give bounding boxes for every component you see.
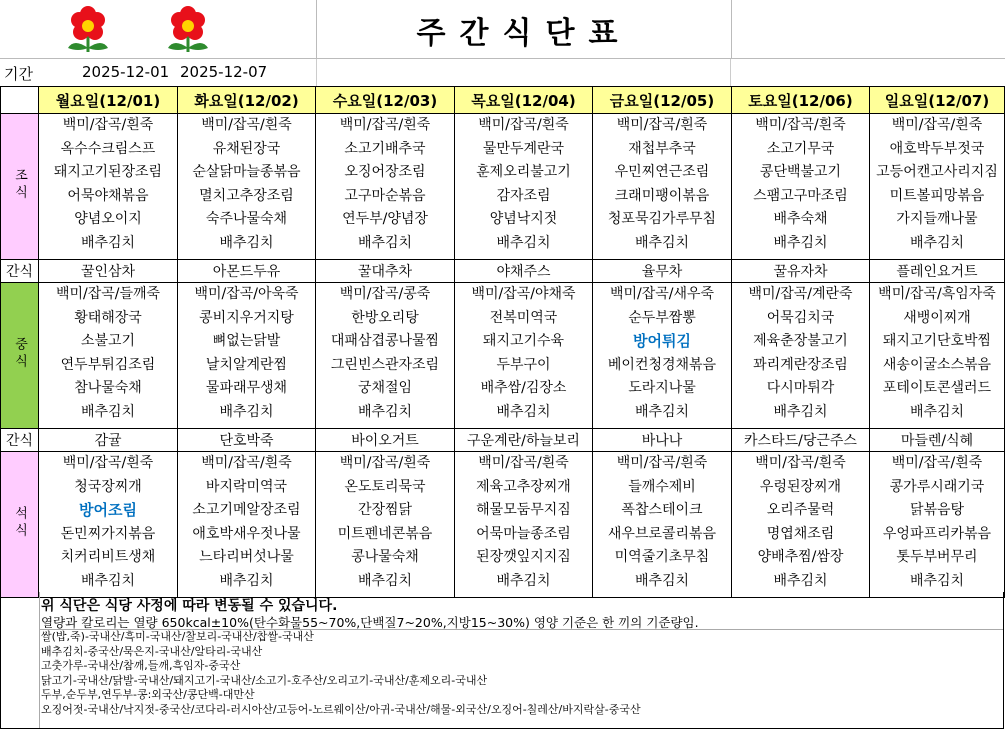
dinner-cell xyxy=(178,452,316,598)
menu-item: 제육고추장찌개 xyxy=(476,478,571,495)
lunch-cell xyxy=(593,283,732,429)
day-header: 일요일(12/07) xyxy=(870,87,1005,114)
menu-item: 들깨수제비 xyxy=(628,478,696,495)
snack-item: 꿀유자차 xyxy=(732,260,870,283)
breakfast-cell xyxy=(455,114,593,260)
menu-item: 백미/잡곡/야채죽 xyxy=(471,286,576,302)
menu-item: 배추김치 xyxy=(219,234,274,251)
lunch-cell xyxy=(455,283,593,429)
lunch-label-text: 중식 xyxy=(12,336,27,371)
menu-item: 미역줄기초무침 xyxy=(614,549,710,566)
origin-list xyxy=(41,630,641,718)
snack2-label: 간식 xyxy=(1,429,39,452)
menu-item: 궁채절임 xyxy=(357,380,413,397)
menu-item: 콩가루시래기국 xyxy=(889,478,985,495)
menu-item: 방어조림 xyxy=(79,501,137,520)
menu-item: 배추김치 xyxy=(496,403,551,420)
menu-item: 백미/잡곡/흰죽 xyxy=(891,455,983,471)
menu-item: 백미/잡곡/흰죽 xyxy=(891,117,983,133)
day-header: 금요일(12/05) xyxy=(593,87,732,114)
lunch-cell xyxy=(732,283,870,429)
menu-item: 배추김치 xyxy=(357,234,413,251)
origin-line: 닭고기-국내산/닭발-국내산/돼지고기-국내산/소고기-호주산/오리고기-국내산/훈제오리-국내산 xyxy=(41,673,488,687)
breakfast-cell xyxy=(316,114,455,260)
menu-item: 양념낙지젓 xyxy=(489,211,558,228)
snack-item: 마들렌/식혜 xyxy=(870,429,1005,452)
menu-item: 배추김치 xyxy=(634,572,690,589)
snack1-row xyxy=(1,260,1005,283)
header xyxy=(0,0,1005,58)
breakfast-cell xyxy=(870,114,1005,260)
menu-item: 유채된장국 xyxy=(212,140,281,157)
menu-item: 백미/잡곡/새우죽 xyxy=(609,286,715,302)
corner-cell xyxy=(1,87,39,114)
menu-item: 우민찌연근조림 xyxy=(614,164,710,181)
menu-item: 애호박새우젓나물 xyxy=(192,525,301,542)
menu-item: 어묵김치국 xyxy=(766,309,835,326)
dinner-label-text: 석식 xyxy=(12,505,27,540)
menu-item: 고구마순볶음 xyxy=(344,187,426,204)
menu-item: 오리주물럭 xyxy=(766,502,835,519)
snack-item: 감귤 xyxy=(39,429,178,452)
menu-item: 백미/잡곡/흰죽 xyxy=(201,117,292,133)
day-header: 토요일(12/06) xyxy=(732,87,870,114)
snack2-row xyxy=(1,429,1005,452)
menu-item: 날치알계란찜 xyxy=(205,356,288,373)
snack-item: 단호박죽 xyxy=(178,429,316,452)
start-date: 2025-12-01 xyxy=(82,63,170,81)
menu-item: 백미/잡곡/흰죽 xyxy=(616,117,708,133)
lunch-row xyxy=(1,283,1005,429)
title-box xyxy=(316,0,732,58)
lunch-cell xyxy=(39,283,178,429)
menu-item: 백미/잡곡/흰죽 xyxy=(201,455,292,471)
menu-item: 새우브로콜리볶음 xyxy=(607,525,717,542)
menu-item: 폭찹스테이크 xyxy=(621,502,703,519)
end-date: 2025-12-07 xyxy=(180,63,268,81)
menu-item: 돼지고기된장조림 xyxy=(53,164,163,181)
origin-line: 고춧가루-국내산/참깨,들깨,흑임자-중국산 xyxy=(41,659,241,673)
menu-item: 오징어장조림 xyxy=(344,164,426,181)
menu-item: 백미/잡곡/계란죽 xyxy=(748,286,853,302)
menu-item: 배추김치 xyxy=(773,403,828,420)
breakfast-label xyxy=(1,114,39,260)
menu-item: 애호박두부젓국 xyxy=(889,140,985,157)
dinner-cell xyxy=(732,452,870,598)
menu-item: 해물모둠무지짐 xyxy=(476,502,571,519)
menu-item: 백미/잡곡/흰죽 xyxy=(62,117,154,133)
menu-item: 대패삼겹콩나물찜 xyxy=(330,333,440,350)
menu-item: 뼈없는닭발 xyxy=(212,333,281,350)
menu-item: 우렁된장찌개 xyxy=(759,478,842,495)
dinner-label xyxy=(1,452,39,598)
menu-item: 물파래무생채 xyxy=(205,380,288,397)
menu-item: 그린빈스관자조림 xyxy=(330,356,440,373)
menu-item: 꽈리계란장조림 xyxy=(753,356,848,373)
menu-item: 포테이토콘샐러드 xyxy=(882,380,992,397)
menu-item: 배추김치 xyxy=(496,234,551,251)
menu-item: 배추김치 xyxy=(496,572,551,589)
page-title: 주간식단표 xyxy=(416,16,632,51)
snack-item: 바나나 xyxy=(593,429,732,452)
menu-item: 백미/잡곡/흰죽 xyxy=(62,455,154,471)
menu-item: 배추김치 xyxy=(634,403,690,420)
menu-item: 소고기무국 xyxy=(766,140,835,157)
period-label: 기간 xyxy=(4,65,33,83)
menu-item: 톳두부버무리 xyxy=(896,549,978,566)
menu-item: 콩비지우거지탕 xyxy=(199,309,294,326)
menu-item: 느타리버섯나물 xyxy=(199,549,294,566)
menu-item: 명엽채조림 xyxy=(766,525,835,542)
snack-item: 플레인요거트 xyxy=(870,260,1005,283)
menu-item: 배추김치 xyxy=(219,403,274,420)
menu-item: 배추김치 xyxy=(80,572,136,589)
menu-item: 돼지고기수육 xyxy=(482,333,565,350)
menu-item: 새송이굴소스볶음 xyxy=(882,356,992,373)
menu-item: 돈민찌가지볶음 xyxy=(60,525,156,542)
menu-item: 백미/잡곡/흰죽 xyxy=(339,117,431,133)
menu-item: 치커리비트생채 xyxy=(60,549,156,566)
snack-item: 야채주스 xyxy=(455,260,593,283)
menu-item: 어묵야채볶음 xyxy=(67,187,149,204)
menu-item: 감자조림 xyxy=(496,187,551,204)
day-header-row xyxy=(1,87,1005,114)
menu-item: 옥수수크림스프 xyxy=(60,140,156,157)
menu-item: 가지들깨나물 xyxy=(896,211,978,228)
menu-item: 콩단백불고기 xyxy=(759,164,842,181)
menu-item: 황태해장국 xyxy=(74,309,142,326)
menu-item: 백미/잡곡/흰죽 xyxy=(478,455,569,471)
snack-item: 구운계란/하늘보리 xyxy=(455,429,593,452)
menu-item: 배추김치 xyxy=(219,572,274,589)
lunch-cell xyxy=(316,283,455,429)
menu-item: 온도토리묵국 xyxy=(344,478,426,495)
menu-item: 도라지나물 xyxy=(628,380,696,397)
menu-item: 멸치고추장조림 xyxy=(199,187,294,204)
origin-line: 배추김치-중국산/묵은지-국내산/알타리-국내산 xyxy=(41,644,263,658)
menu-item: 소고기메알장조림 xyxy=(192,502,301,519)
menu-item: 백미/잡곡/흰죽 xyxy=(339,455,431,471)
menu-item: 된장깻잎지지짐 xyxy=(476,549,571,566)
snack-item: 꿀대추차 xyxy=(316,260,455,283)
menu-item: 한방오리탕 xyxy=(351,309,419,326)
menu-item: 우엉파프리카볶음 xyxy=(882,525,992,542)
menu-item: 스팸고구마조림 xyxy=(753,187,848,204)
menu-item: 미트펜네콘볶음 xyxy=(337,525,433,542)
breakfast-cell xyxy=(593,114,732,260)
menu-item: 다시마튀각 xyxy=(766,380,835,397)
menu-item: 새뱅이찌개 xyxy=(903,309,971,326)
menu-item: 순두부짬뽕 xyxy=(628,309,696,326)
menu-item: 순살닭마늘종볶음 xyxy=(192,164,301,181)
day-header: 화요일(12/02) xyxy=(178,87,316,114)
snack-item: 아몬드두유 xyxy=(178,260,316,283)
menu-item: 백미/잡곡/들깨죽 xyxy=(55,286,161,302)
menu-item: 백미/잡곡/콩죽 xyxy=(339,286,431,302)
menu-item: 바지락미역국 xyxy=(205,478,288,495)
menu-item: 어묵마늘종조림 xyxy=(476,525,571,542)
dinner-cell xyxy=(316,452,455,598)
snack-item: 카스타드/당근주스 xyxy=(732,429,870,452)
lunch-cell xyxy=(870,283,1005,429)
menu-item: 배추김치 xyxy=(357,572,413,589)
snack-item: 꿀인삼차 xyxy=(39,260,178,283)
dinner-cell xyxy=(870,452,1005,598)
menu-item: 콩나물숙채 xyxy=(351,549,419,566)
menu-table xyxy=(0,86,1005,598)
snack-item: 바이오거트 xyxy=(316,429,455,452)
day-header: 목요일(12/04) xyxy=(455,87,593,114)
menu-item: 배추김치 xyxy=(909,403,965,420)
menu-item: 닭볶음탕 xyxy=(909,502,965,519)
menu-item: 배추김치 xyxy=(909,572,965,589)
menu-item: 백미/잡곡/아욱죽 xyxy=(194,286,299,302)
lunch-label xyxy=(1,283,39,429)
menu-item: 백미/잡곡/흑임자죽 xyxy=(878,286,996,302)
menu-item: 전복미역국 xyxy=(489,309,558,326)
snack-item: 율무차 xyxy=(593,260,732,283)
dinner-cell xyxy=(455,452,593,598)
menu-item: 백미/잡곡/흰죽 xyxy=(616,455,708,471)
day-header: 수요일(12/03) xyxy=(316,87,455,114)
menu-item: 고등어캔고사리지짐 xyxy=(876,164,998,181)
menu-item: 참나물숙채 xyxy=(74,380,142,397)
dinner-cell xyxy=(39,452,178,598)
menu-item: 배추김치 xyxy=(773,234,828,251)
menu-item: 연두부튀김조림 xyxy=(60,356,156,373)
menu-item: 청포묵김가루무침 xyxy=(607,211,717,228)
menu-item: 배추김치 xyxy=(80,234,136,251)
menu-item: 소불고기 xyxy=(80,333,136,350)
calorie-text: 열량과 칼로리는 열량 650kcal±10%(탄수화물55~70%,단백질7~20%,지방15~30%) 영양 기준은 한 끼의 기준량임. xyxy=(41,615,699,630)
menu-item: 양배추찜/쌈장 xyxy=(757,549,844,566)
breakfast-cell xyxy=(732,114,870,260)
menu-item: 두부구이 xyxy=(496,356,551,373)
menu-item: 제육춘장불고기 xyxy=(753,333,848,350)
breakfast-cell xyxy=(178,114,316,260)
origin-line: 쌀(밥,죽)-국내산/흑미-국내산/찰보리-국내산/찹쌀-국내산 xyxy=(41,630,314,643)
snack1-label: 간식 xyxy=(1,260,39,283)
menu-item: 돼지고기단호박찜 xyxy=(882,333,992,350)
menu-item: 소고기배추국 xyxy=(344,140,426,157)
menu-item: 숙주나물숙채 xyxy=(205,211,288,228)
day-header: 월요일(12/01) xyxy=(39,87,178,114)
menu-item: 방어튀김 xyxy=(633,332,691,351)
origin-line: 오징어젓-국내산/낙지젓-중국산/코다리-러시아산/고등어-노르웨이산/아귀-국내산/해물-외국산/오징어-칠레산/바지락살-중국산 xyxy=(41,702,641,716)
menu-item: 재첩부추국 xyxy=(628,140,696,157)
flower-icon xyxy=(40,4,240,56)
menu-item: 배추숙채 xyxy=(773,211,828,228)
notes xyxy=(0,592,1004,729)
breakfast-row xyxy=(1,114,1005,260)
origin-line: 두부,순두부,연두부-콩:외국산/콩단백-대만산 xyxy=(41,688,255,702)
lunch-cell xyxy=(178,283,316,429)
menu-item: 배추김치 xyxy=(909,234,965,251)
menu-item: 백미/잡곡/흰죽 xyxy=(478,117,569,133)
menu-item: 배추김치 xyxy=(357,403,413,420)
period-row xyxy=(0,58,1005,87)
menu-item: 연두부/양념장 xyxy=(342,211,428,228)
breakfast-label-text: 조식 xyxy=(12,167,27,202)
menu-item: 배추김치 xyxy=(634,234,690,251)
menu-item: 청국장찌개 xyxy=(74,478,142,495)
menu-item: 베이컨청경채볶음 xyxy=(607,356,717,373)
menu-item: 배추쌈/김장소 xyxy=(480,380,567,397)
menu-item: 크래미팽이볶음 xyxy=(614,187,710,204)
menu-item: 양념오이지 xyxy=(74,211,142,228)
menu-item: 미트볼피망볶음 xyxy=(889,187,985,204)
dinner-cell xyxy=(593,452,732,598)
menu-item: 간장찜닭 xyxy=(357,502,413,519)
menu-item: 백미/잡곡/흰죽 xyxy=(755,117,846,133)
menu-item: 백미/잡곡/흰죽 xyxy=(755,455,846,471)
menu-item: 배추김치 xyxy=(80,403,136,420)
dinner-row xyxy=(1,452,1005,598)
breakfast-cell xyxy=(39,114,178,260)
menu-item: 물만두계란국 xyxy=(482,140,565,157)
menu-item: 배추김치 xyxy=(773,572,828,589)
menu-item: 훈제오리불고기 xyxy=(476,164,571,181)
notice-text: 위 식단은 식당 사정에 따라 변동될 수 있습니다. xyxy=(41,598,338,614)
